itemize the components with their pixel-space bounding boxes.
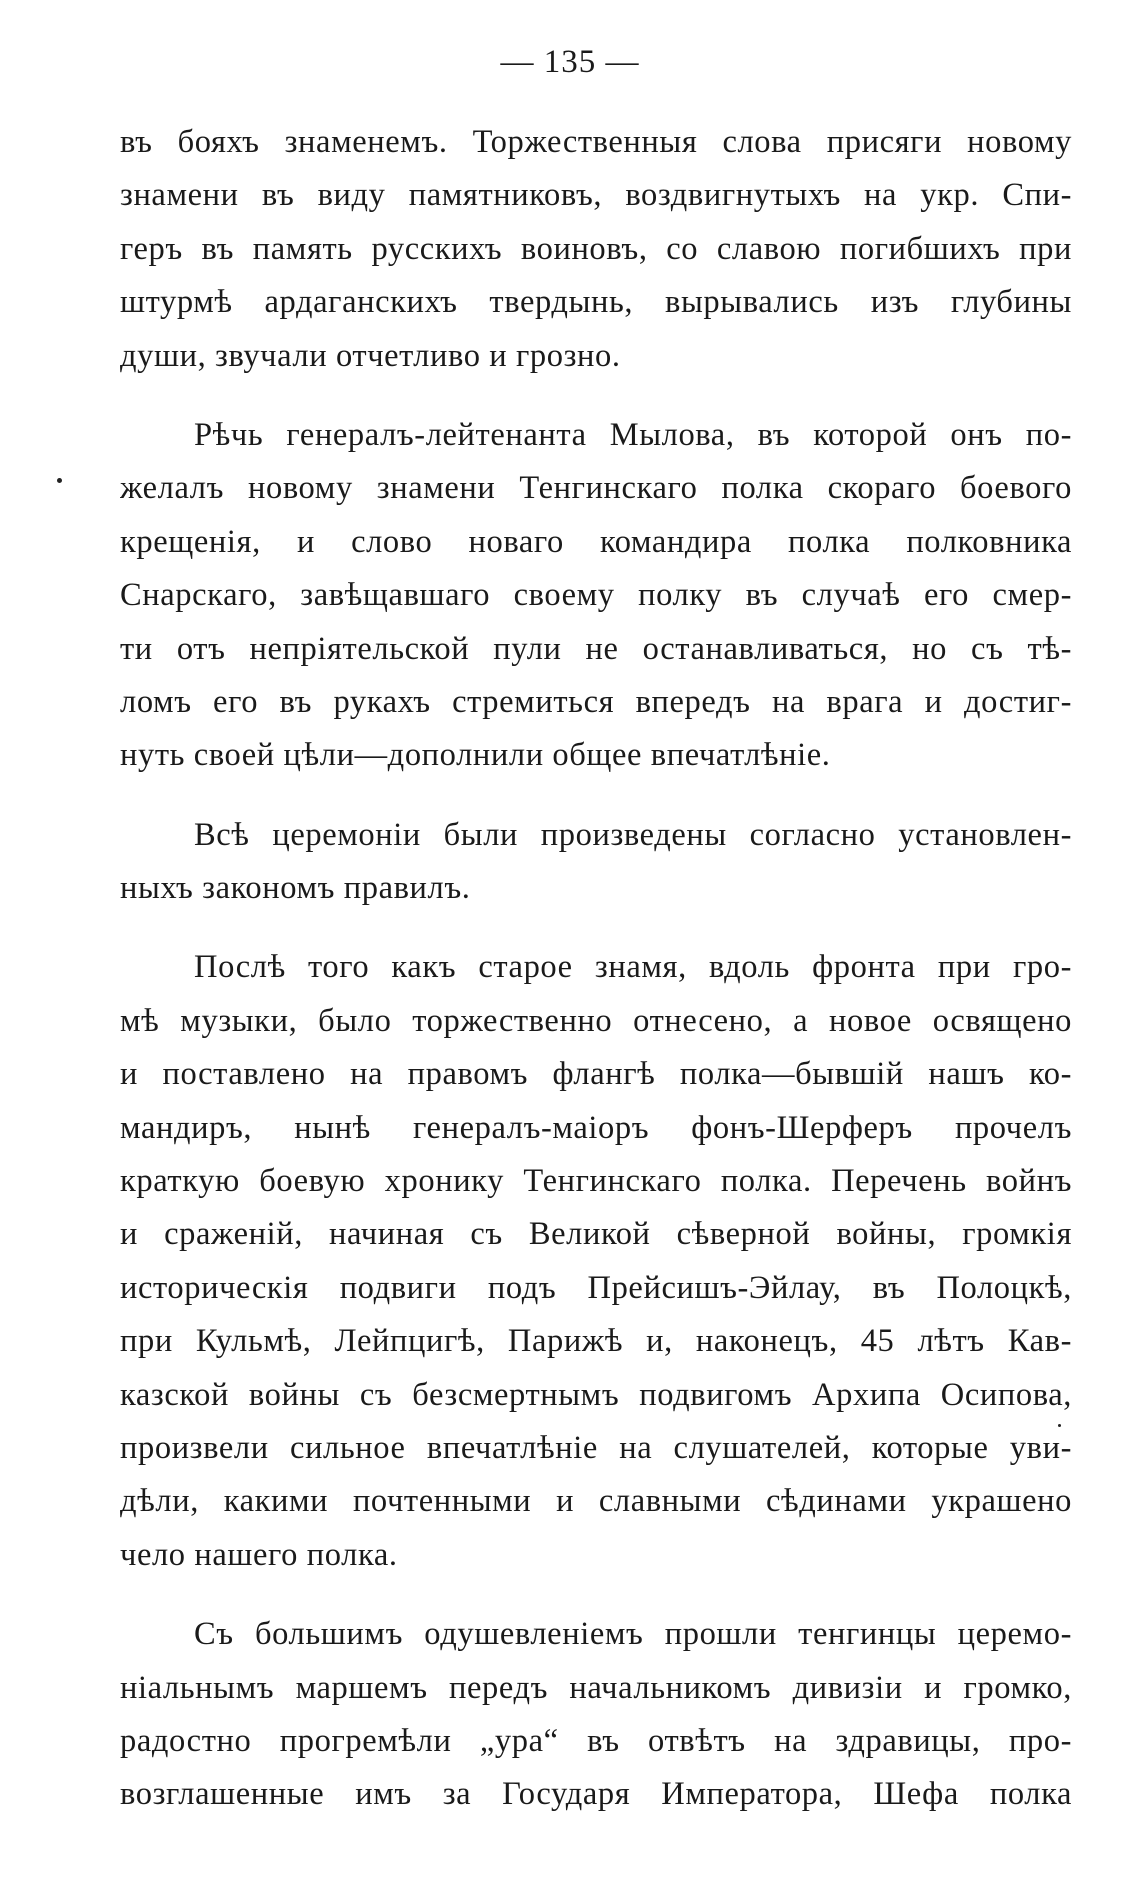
page-number: — 135 — — [500, 44, 640, 80]
text-line: чело нашего полка. — [120, 1536, 398, 1573]
paragraph — [120, 941, 1072, 1582]
text-line: дѣли, какими почтенными и славными сѣдинами украшено — [120, 1483, 1072, 1520]
body-text — [120, 116, 1072, 1822]
text-line: ломъ его въ рукахъ стремиться впередъ на врага и достиг- — [120, 683, 1072, 720]
text-line: мандиръ, нынѣ генералъ-маіоръ фонъ-Шерферъ прочелъ — [120, 1109, 1072, 1146]
text-line: радостно прогремѣли „ура“ въ отвѣтъ на здравицы, про- — [120, 1722, 1072, 1759]
text-line: казской войны съ безсмертнымъ подвигомъ Архипа Осипова, — [120, 1376, 1072, 1413]
paragraph — [120, 409, 1072, 783]
text-line: краткую боевую хронику Тенгинскаго полка. Перечень войнъ — [120, 1163, 1072, 1200]
ink-speck — [1058, 1424, 1061, 1427]
text-line: знамени въ виду памятниковъ, воздвигнутыхъ на укр. Спи- — [120, 177, 1072, 214]
text-line: историческія подвиги подъ Прейсишъ-Эйлау, въ Полоцкѣ, — [120, 1269, 1072, 1306]
ink-speck — [57, 478, 62, 483]
text-line: и поставлено на правомъ флангѣ полка—бывшій нашъ ко- — [120, 1056, 1072, 1093]
text-line: геръ въ память русскихъ воиновъ, со славою погибшихъ при — [120, 230, 1072, 267]
text-line: штурмѣ ардаганскихъ твердынь, вырывались изъ глубины — [120, 284, 1072, 321]
text-line: при Кульмѣ, Лейпцигѣ, Парижѣ и, наконецъ, 45 лѣтъ Кав- — [120, 1323, 1072, 1360]
text-line: мѣ музыки, было торжественно отнесено, а новое освящено — [120, 1002, 1072, 1039]
text-line: Послѣ того какъ старое знамя, вдоль фронта при гро- — [194, 949, 1072, 986]
text-line: Съ большимъ одушевленіемъ прошли тенгинцы церемо- — [194, 1616, 1072, 1653]
text-line: Снарскаго, завѣщавшаго своему полку въ случаѣ его смер- — [120, 577, 1072, 614]
text-line: произвели сильное впечатлѣніе на слушателей, которые уви- — [120, 1429, 1072, 1466]
text-line: нуть своей цѣли—дополнили общее впечатлѣніе. — [120, 737, 831, 774]
text-line: и сраженій, начиная съ Великой сѣверной войны, громкія — [120, 1216, 1072, 1253]
text-line: ныхъ закономъ правилъ. — [120, 870, 471, 907]
text-line: крещенія, и слово новаго командира полка полковника — [120, 523, 1072, 560]
paragraph — [120, 809, 1072, 916]
text-line: ти отъ непріятельской пули не останавливаться, но съ тѣ- — [120, 630, 1072, 667]
paragraph — [120, 116, 1072, 383]
text-line: Рѣчь генералъ-лейтенанта Мылова, въ которой онъ по- — [194, 416, 1072, 453]
text-line: Всѣ церемоніи были произведены согласно установлен- — [194, 816, 1072, 853]
text-line: въ бояхъ знаменемъ. Торжественныя слова присяги новому — [120, 124, 1072, 160]
text-line: возглашенные имъ за Государя Императора, Шефа полка — [120, 1776, 1072, 1813]
text-line: души, звучали отчетливо и грозно. — [120, 337, 621, 374]
text-line: желалъ новому знамени Тенгинскаго полка скораго боевого — [120, 470, 1072, 507]
paragraph — [120, 1608, 1072, 1822]
text-line: ніальнымъ маршемъ передъ начальникомъ дивизіи и громко, — [120, 1669, 1072, 1706]
